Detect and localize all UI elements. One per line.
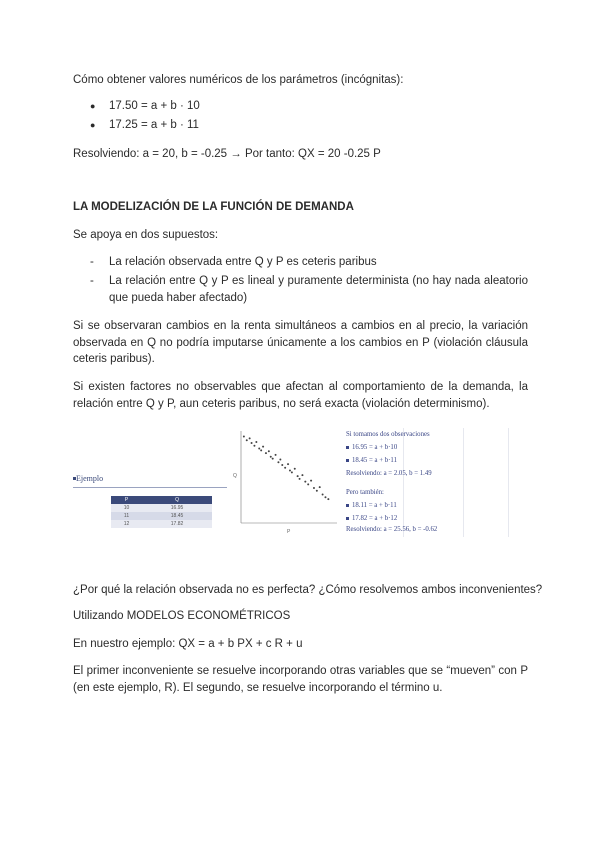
slide-bullet-icon <box>346 446 349 449</box>
final-paragraph: El primer inconveniente se resuelve incorporando otras variables que se “mueven” con P (en este ejemplo, R). El segundo, se resuelve incorporando el término u. <box>73 665 528 694</box>
solution-text: Resolviendo: a = 20, b = -0.25 → Por tanto: QX = 20 -0.25 P <box>73 148 381 160</box>
equation-text: 17.25 = a + b · 11 <box>109 119 199 131</box>
scatter-point <box>268 450 270 452</box>
scatter-svg <box>227 425 343 537</box>
grid-line <box>403 428 404 537</box>
scatter-point <box>262 446 264 448</box>
y-axis-label: Q <box>233 473 237 479</box>
scatter-point <box>319 486 321 488</box>
scatter-point <box>304 481 306 483</box>
grid-line <box>463 428 464 537</box>
paragraph-income: Si se observaran cambios en la renta simultáneos a cambios en al precio, la variación observada en Q no podría imputarse únicamente a los cambios en P (violación cláusula ceteris paribus). <box>73 320 528 365</box>
scatter-point <box>327 498 329 500</box>
scatter-point <box>313 487 315 489</box>
slide-bullet-icon <box>346 459 349 462</box>
slide-bullet-icon <box>346 517 349 520</box>
table-cell: 16.95 <box>142 504 212 512</box>
scatter-point <box>291 471 293 473</box>
scatter-point <box>316 490 318 492</box>
example-data-table <box>111 496 212 528</box>
slide-example-table <box>73 470 234 537</box>
example-model-text: En nuestro ejemplo: QX = a + b PX + c R + u <box>73 638 303 650</box>
scatter-point <box>287 463 289 465</box>
slide-line-text: 18.45 = a + b·11 <box>352 457 397 464</box>
scatter-point <box>270 456 272 458</box>
scatter-point <box>258 447 260 449</box>
section-title: LA MODELIZACIÓN DE LA FUNCIÓN DE DEMANDA <box>73 201 354 213</box>
table-header: P <box>111 496 142 504</box>
paragraph-factors: Si existen factores no observables que afectan al comportamiento de la demanda, la relación entre Q y P, aun ceteris paribus, no será exacta (violación determinismo). <box>73 381 528 410</box>
slide-line <box>346 502 397 509</box>
scatter-point <box>297 475 299 477</box>
table-cell: 11 <box>111 512 142 520</box>
table-row <box>111 504 212 512</box>
slide-bullet-icon <box>346 504 349 507</box>
slide-line: Pero también: <box>346 489 384 496</box>
scatter-point <box>281 464 283 466</box>
question-text: ¿Por qué la relación observada no es perfecta? ¿Cómo resolvemos ambos inconvenientes? <box>73 584 543 596</box>
scatter-point <box>310 480 312 482</box>
table-cell: 17.82 <box>142 520 212 528</box>
scatter-point <box>251 442 253 444</box>
assumption-text: La relación observada entre Q y P es ceteris paribus <box>109 256 377 268</box>
scatter-point <box>265 452 267 454</box>
scatter-point <box>324 496 326 498</box>
scatter-point <box>301 474 303 476</box>
slide-line-text: 16.95 = a + b·10 <box>352 444 398 451</box>
table-cell: 12 <box>111 520 142 528</box>
slide-calculations <box>343 428 525 537</box>
bullet-icon: ● <box>90 120 96 130</box>
table-row <box>111 520 212 528</box>
dash-icon: - <box>90 256 94 268</box>
bullet-icon: ● <box>90 101 96 111</box>
scatter-point <box>279 459 281 461</box>
scatter-point <box>277 461 279 463</box>
slide-line-text: 17.82 = a + b·12 <box>352 515 398 522</box>
scatter-plot <box>227 425 343 537</box>
slide-divider <box>73 487 234 488</box>
scatter-point <box>307 483 309 485</box>
grid-line <box>508 428 509 537</box>
scatter-point <box>284 467 286 469</box>
example-label: Ejemplo <box>76 474 104 483</box>
scatter-point <box>294 468 296 470</box>
assumption-text: La relación entre Q y P es lineal y puramente determinista (no hay nada aleatorio que pueda haber afectado) <box>109 275 528 304</box>
scatter-point <box>322 493 324 495</box>
scatter-point <box>246 439 248 441</box>
slide-line-text: 18.11 = a + b·11 <box>352 502 397 509</box>
table-header: Q <box>142 496 212 504</box>
slide-line <box>346 457 397 464</box>
scatter-point <box>255 441 257 443</box>
intro-text: Cómo obtener valores numéricos de los parámetros (incógnitas): <box>73 74 404 86</box>
table-cell: 18.45 <box>142 512 212 520</box>
scatter-point <box>249 437 251 439</box>
scatter-point <box>289 470 291 472</box>
dash-icon: - <box>90 275 94 287</box>
table-row <box>111 512 212 520</box>
models-text: Utilizando MODELOS ECONOMÉTRICOS <box>73 610 291 622</box>
scatter-point <box>253 445 255 447</box>
slide-line: Resolviendo: a = 25.56, b = -0.62 <box>346 526 438 533</box>
slide-line: Resolviendo: a = 2.05, b = 1.49 <box>346 470 432 477</box>
slide-line <box>346 444 397 451</box>
x-axis-label: P <box>287 529 291 535</box>
scatter-point <box>260 449 262 451</box>
assumptions-intro: Se apoya en dos supuestos: <box>73 229 219 241</box>
scatter-points <box>243 436 329 501</box>
scatter-point <box>243 436 245 438</box>
scatter-point <box>272 458 274 460</box>
table-cell: 10 <box>111 504 142 512</box>
slide-line: Si tomamos dos observaciones <box>346 431 430 438</box>
scatter-point <box>275 454 277 456</box>
scatter-point <box>299 478 301 480</box>
example-figure <box>73 425 525 537</box>
equation-text: 17.50 = a + b · 10 <box>109 100 200 112</box>
slide-line <box>346 515 397 522</box>
